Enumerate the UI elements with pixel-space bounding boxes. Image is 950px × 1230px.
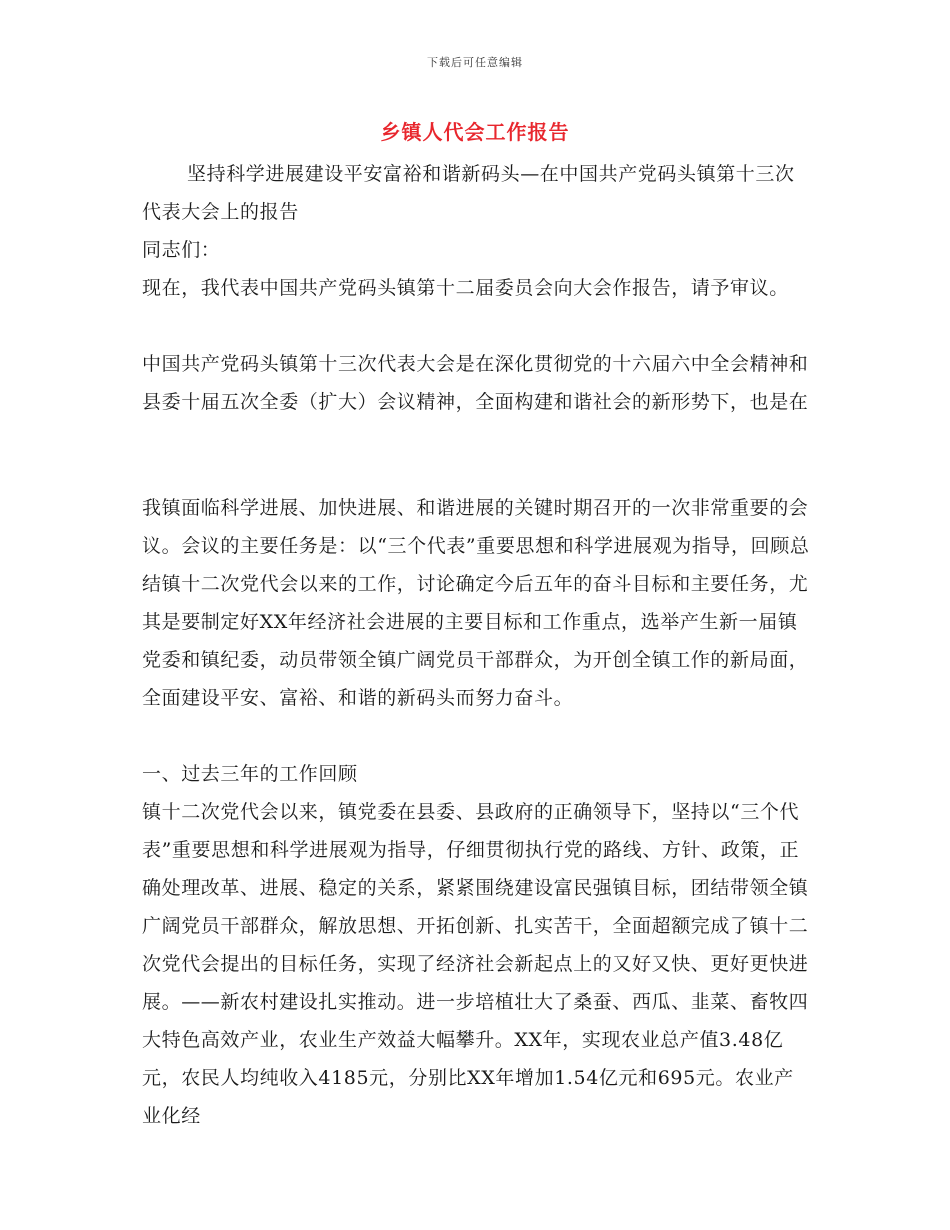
paragraph-review: 镇十二次党代会以来，镇党委在县委、县政府的正确领导下，坚持以“三个代表”重要思想和科学进展观为指导，仔细贯彻执行党的路线、方针、政策，正确处理改革、进展、稳定的关系，紧紧围绕建设富民强镇目标，团结带领全镇广阔党员干部群众，解放思想、开拓创新、扎实苦干，全面超额完成了镇十二次党代会提出的目标任务，实现了经济社会新起点上的又好又快、更好更快进展。——新农村建设扎实推动。进一步培植壮大了桑蚕、西瓜、韭菜、畜牧四大特色高效产业，农业生产效益大幅攀升。XX年，实现农业总产值3.48亿元，农民人均纯收入4185元，分别比XX年增加1.54亿元和695元。农业产业化经 bbox=[142, 801, 809, 1127]
greeting: 同志们： bbox=[142, 239, 221, 261]
paragraph-intro: 现在，我代表中国共产党码头镇第十二届委员会向大会作报告，请予审议。 bbox=[142, 277, 789, 299]
document-subtitle: 坚持科学进展建设平安富裕和谐新码头—在中国共产党码头镇第十三次代表大会上的报告 bbox=[142, 163, 795, 223]
header-note: 下载后可任意编辑 bbox=[427, 56, 523, 69]
paragraph-meeting-tasks: 我镇面临科学进展、加快进展、和谐进展的关键时期召开的一次非常重要的会议。会议的主要任务是：以“三个代表”重要思想和科学进展观为指导，回顾总结镇十二次党代会以来的工作，讨论确定今后五年的奋斗目标和主要任务，尤其是要制定好XX年经济社会进展的主要目标和工作重点，选举产生新一届镇党委和镇纪委，动员带领全镇广阔党员干部群众，为开创全镇工作的新局面，全面建设平安、富裕、和谐的新码头而努力奋斗。 bbox=[142, 497, 810, 709]
document-title: 乡镇人代会工作报告 bbox=[380, 120, 570, 144]
section-heading: 一、过去三年的工作回顾 bbox=[142, 763, 358, 785]
paragraph-congress: 中国共产党码头镇第十三次代表大会是在深化贯彻党的十六届六中全会精神和县委十届五次全委（扩大）会议精神，全面构建和谐社会的新形势下，也是在 bbox=[142, 353, 809, 413]
